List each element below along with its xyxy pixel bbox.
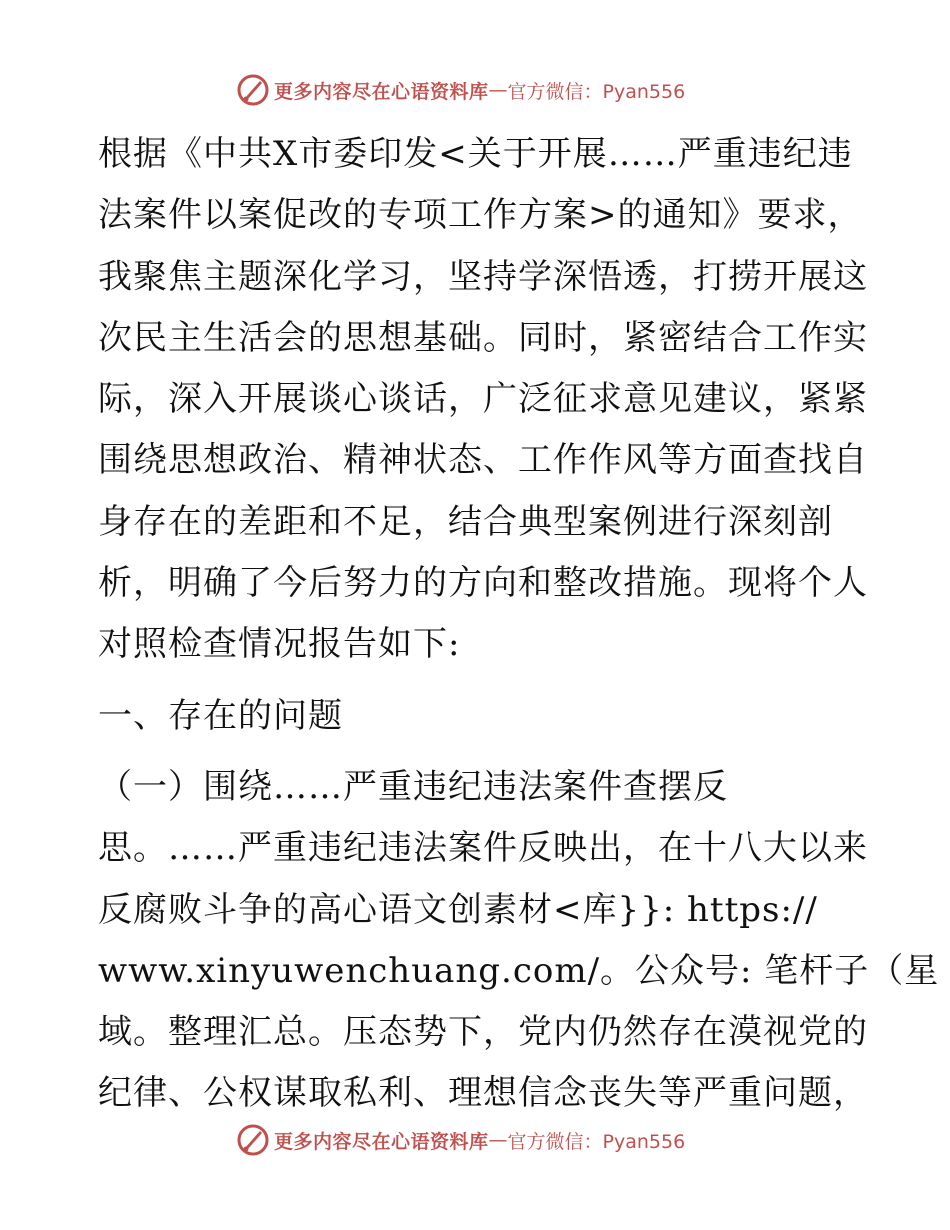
section-line: （一）围绕……严重违纪违法案件查摆反 — [98, 766, 728, 807]
body-line: 法案件以案促改的专项工作方案>的通知》要求， — [98, 195, 863, 236]
header-watermark — [0, 72, 950, 108]
section-line: 反腐败斗争的高心语文创素材<库}}: https:// — [98, 889, 818, 930]
body-line: 围绕思想政治、精神状态、工作作风等方面查找自 — [98, 440, 868, 481]
watermark-separator: — — [488, 79, 508, 101]
body-line: 我聚焦主题深化学习，坚持学深悟透，打捞开展这 — [98, 256, 868, 297]
body-line: 次民主生活会的思想基础。同时，紧密结合工作实 — [98, 317, 868, 358]
watermark-separator: — — [488, 1129, 508, 1151]
body-line: 对照检查情况报告如下: — [98, 624, 461, 665]
watermark-contact: 官方微信：Pyan556 — [507, 1130, 686, 1153]
section-line: 纪律、公权谋取私利、理想信念丧失等严重问题， — [98, 1073, 868, 1114]
body-line: 际，深入开展谈心谈话，广泛征求意见建议，紧紧 — [98, 379, 868, 420]
section-heading: 一、存在的问题 — [98, 695, 343, 736]
body-line: 身存在的差距和不足，结合典型案例进行深刻剖 — [98, 501, 833, 542]
watermark-brand: 更多内容尽在心语资料库 — [274, 80, 489, 103]
watermark-brand: 更多内容尽在心语资料库 — [274, 1130, 489, 1153]
quill-circle-logo-icon — [236, 73, 270, 107]
watermark-contact: 官方微信：Pyan556 — [507, 80, 686, 103]
quill-circle-logo-icon — [236, 1123, 270, 1157]
section-line: 思。……严重违纪违法案件反映出，在十八大以来 — [98, 828, 868, 869]
body-line: 根据《中共X市委印发<关于开展……严重违纪违 — [98, 134, 853, 174]
footer-watermark — [0, 1122, 950, 1158]
section-line: www.xinyuwenchuang.com/。公众号: 笔杆子（星 — [98, 950, 940, 991]
document-body — [98, 124, 940, 1125]
body-line: 析，明确了今后努力的方向和整改措施。现将个人 — [98, 563, 868, 604]
section-line: 域。整理汇总。压态势下，党内仍然存在漠视党的 — [98, 1012, 868, 1053]
